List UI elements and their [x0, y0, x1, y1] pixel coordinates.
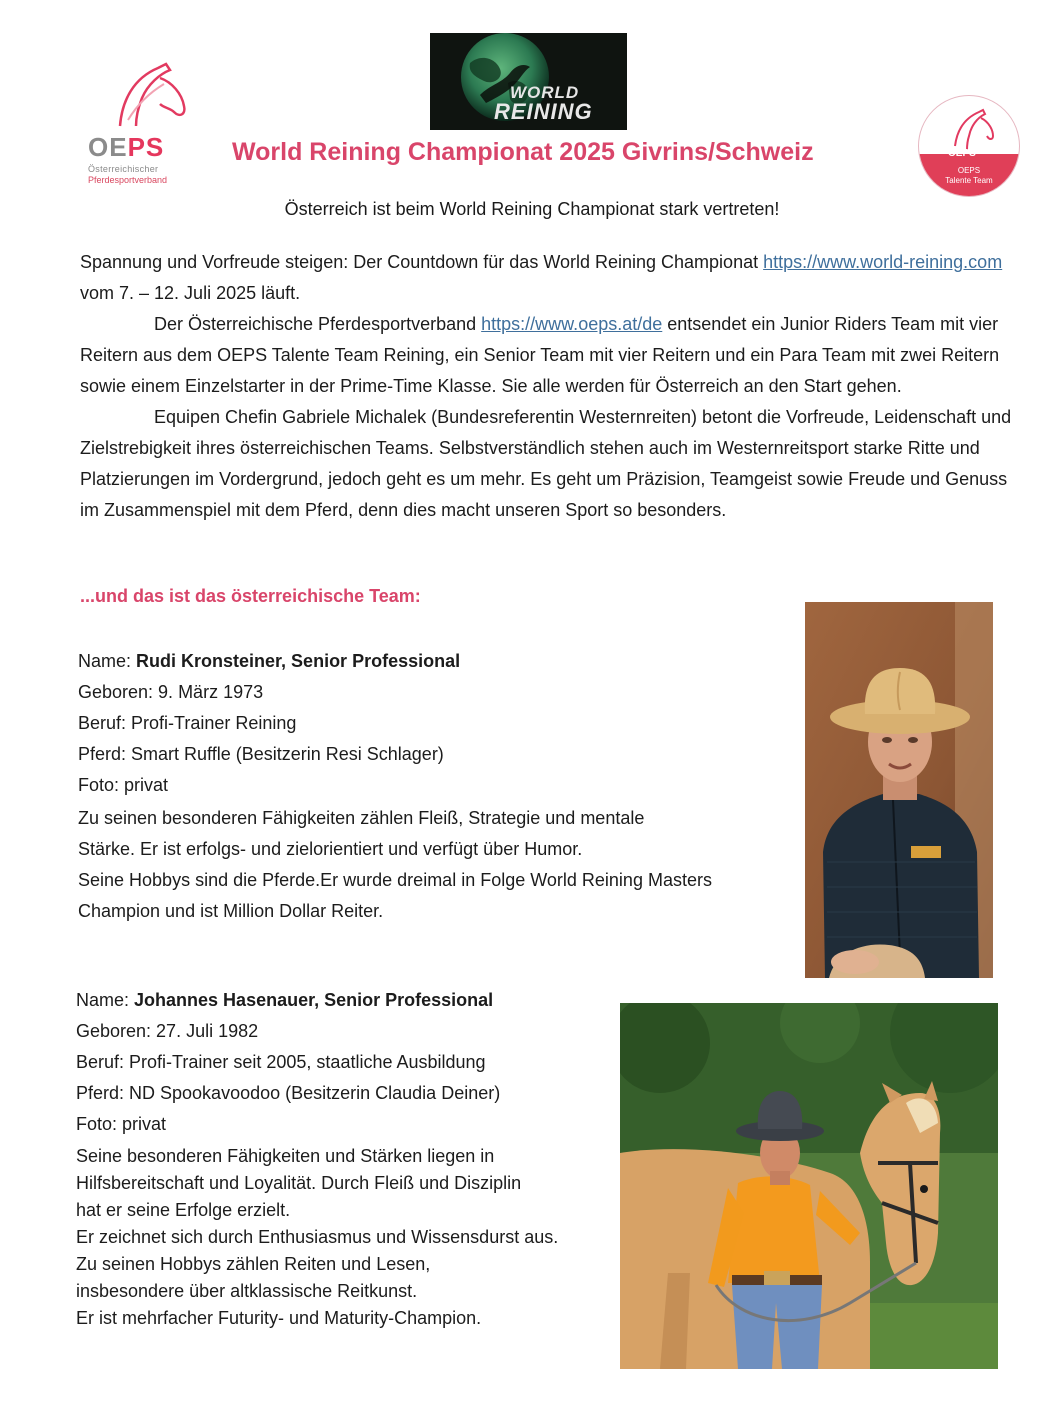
team-heading: ...und das ist das österreichische Team:	[80, 586, 421, 606]
horse-head-icon	[919, 96, 1019, 156]
description-line: insbesondere über altklassische Reitkunst.	[76, 1281, 418, 1301]
talente-label-2: Talente Team	[945, 176, 993, 185]
world-label: WORLD	[510, 83, 580, 102]
profile-born: Geboren: 9. März 1973	[78, 682, 264, 702]
reining-label: REINING	[494, 99, 593, 124]
oeps-wordmark: OEPS	[88, 132, 165, 162]
page-subtitle: Österreich ist beim World Reining Championat stark vertreten!	[284, 199, 780, 219]
oeps-subline: Österreichischer	[88, 164, 159, 174]
talente-team-logo	[918, 95, 1020, 197]
description-line: Champion und ist Million Dollar Reiter.	[78, 901, 384, 921]
description-line: Er ist mehrfacher Futurity- und Maturity-Champion.	[76, 1308, 482, 1328]
profile-photo-credit: Foto: privat	[76, 1114, 167, 1134]
world-reining-logo	[430, 33, 627, 130]
talente-label-1: OEPS	[957, 166, 981, 175]
profile-born: Geboren: 27. Juli 1982	[76, 1021, 259, 1041]
intro-paragraph-1: Spannung und Vorfreude steigen: Der Countdown für das World Reining Championat https://www.world-reining.com vom 7. – 12. Juli 2025 läuft.	[80, 252, 1003, 303]
profile-photo	[620, 1003, 998, 1369]
profile-card	[78, 646, 788, 927]
description-line: Stärke. Er ist erfolgs- und zielorientiert und verfügt über Humor.	[78, 839, 583, 859]
rider-portrait-image	[805, 602, 993, 978]
description-line: Zu seinen Hobbys zählen Reiten und Lesen,	[76, 1254, 431, 1274]
horse-head-icon	[100, 60, 190, 132]
description-line: Er zeichnet sich durch Enthusiasmus und Wissensdurst aus.	[76, 1227, 559, 1247]
profile-name: Name: Rudi Kronsteiner, Senior Professional	[78, 651, 461, 671]
description-line: Seine besonderen Fähigkeiten und Stärken liegen in	[76, 1146, 495, 1166]
profile-photo-credit: Foto: privat	[78, 775, 169, 795]
profile-job: Beruf: Profi-Trainer seit 2005, staatliche Ausbildung	[76, 1052, 486, 1072]
profile-horse: Pferd: Smart Ruffle (Besitzerin Resi Schlager)	[78, 744, 444, 764]
page-title: World Reining Championat 2025 Givrins/Schweiz	[232, 138, 814, 166]
intro-text	[80, 247, 1025, 526]
oeps-logo	[84, 58, 204, 190]
intro-paragraph-3: Equipen Chefin Gabriele Michalek (Bundesreferentin Westernreiten) betont die Vorfreude, Leidenschaft und Zielstrebigkeit ihres österreichischen Teams. Selbstverständlich stehen auch im Westernreitsport starke Ritte und Platzierungen im Vordergrund, jedoch geht es um mehr. Es geht um Präzision, Teamgeist sowie Freude und Genuss im Zusammenspiel mit dem Pferd, denn dies macht unseren Sport so besonders.	[80, 407, 1012, 520]
description-line: Zu seinen besonderen Fähigkeiten zählen Fleiß, Strategie und mentale	[78, 808, 645, 828]
profile-description	[78, 803, 788, 927]
profile-photo	[805, 602, 993, 978]
profile-job: Beruf: Profi-Trainer Reining	[78, 713, 297, 733]
oeps-link[interactable]: https://www.oeps.at/de	[481, 314, 663, 334]
world-reining-link[interactable]: https://www.world-reining.com	[763, 252, 1003, 272]
description-line: Seine Hobbys sind die Pferde.Er wurde dreimal in Folge World Reining Masters	[78, 870, 712, 890]
profile-horse: Pferd: ND Spookavoodoo (Besitzerin Claudia Deiner)	[76, 1083, 501, 1103]
rider-with-horse-image	[620, 1003, 998, 1369]
oeps-subline-2: Pferdesportverband	[88, 175, 168, 185]
profile-description	[76, 1143, 616, 1332]
intro-paragraph-2: Der Österreichische Pferdesportverband https://www.oeps.at/de entsendet ein Junior Riders Team mit vier Reitern aus dem OEPS Talente Team Reining, ein Senior Team mit vier Reitern und ein Para Team mit zwei Reitern sowie einem Einzelstarter in der Prime-Time Klasse. Sie alle werden für Österreich an den Start gehen.	[80, 314, 1000, 396]
description-line: Hilfsbereitschaft und Loyalität. Durch Fleiß und Disziplin	[76, 1173, 522, 1193]
description-line: hat er seine Erfolge erzielt.	[76, 1200, 291, 1220]
talente-brand: OEPS	[948, 148, 976, 159]
profile-name: Name: Johannes Hasenauer, Senior Professional	[76, 990, 494, 1010]
profile-card	[76, 985, 616, 1332]
